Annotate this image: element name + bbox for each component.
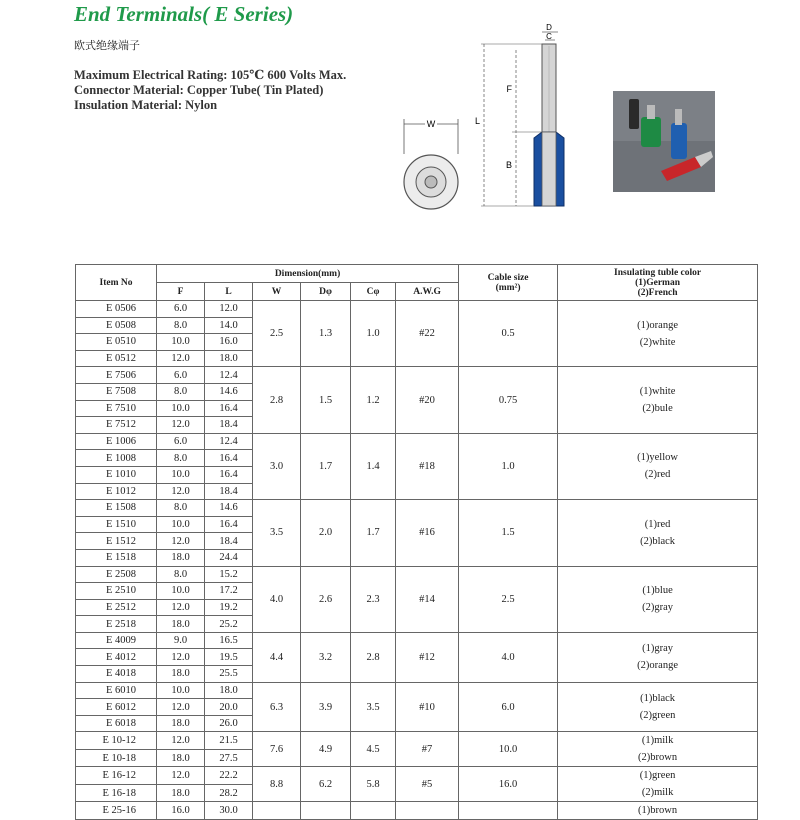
table-row: E 6012 12.0 20.0 xyxy=(76,699,758,716)
label-w: W xyxy=(426,119,436,129)
table-row: E 4009 9.0 16.5 4.4 3.2 2.8 #12 4.0 (1)gray (2)orange xyxy=(76,632,758,649)
table-row: E 2512 12.0 19.2 xyxy=(76,599,758,616)
page-title: End Terminals( E Series) xyxy=(74,2,294,26)
table-row: E 1512 12.0 18.4 xyxy=(76,533,758,550)
table-row: E 6018 18.0 26.0 xyxy=(76,715,758,732)
table-row: E 2508 8.0 15.2 4.0 2.6 2.3 #14 2.5 (1)blue (2)gray xyxy=(76,566,758,583)
label-c: C xyxy=(546,32,552,41)
table-row: E 7506 6.0 12.4 2.8 1.5 1.2 #20 0.75 (1)white (2)bule xyxy=(76,367,758,384)
label-d: D xyxy=(546,23,552,32)
table-row: E 0512 12.0 18.0 xyxy=(76,350,758,367)
spec-connector: Connector Material: Copper Tube( Tin Plated) xyxy=(74,83,324,97)
table-row: E 7510 10.0 16.4 xyxy=(76,400,758,417)
header-w: W xyxy=(253,283,301,301)
side-view xyxy=(475,23,564,206)
table-row: E 1012 12.0 18.4 xyxy=(76,483,758,500)
header-d: Dφ xyxy=(301,283,351,301)
header-c: Cφ xyxy=(351,283,396,301)
end-view xyxy=(404,118,458,209)
table-row: E 16-12 12.0 22.2 8.8 6.2 5.8 #5 16.0 (1)green (2)milk xyxy=(76,767,758,785)
label-f: F xyxy=(506,84,512,94)
table-row: E 0506 6.0 12.0 2.5 1.3 1.0 #22 0.5 (1)orange (2)white xyxy=(76,301,758,318)
table-row: E 1508 8.0 14.6 3.5 2.0 1.7 #16 1.5 (1)red (2)black xyxy=(76,500,758,517)
table-row: E 1008 8.0 16.4 xyxy=(76,450,758,467)
header-l: L xyxy=(205,283,253,301)
table-row: E 6010 10.0 18.0 6.3 3.9 3.5 #10 6.0 (1)black (2)green xyxy=(76,682,758,699)
table-row: E 10-18 18.0 27.5 xyxy=(76,749,758,767)
spec-insulation: Insulation Material: Nylon xyxy=(74,98,218,112)
table-row: E 1510 10.0 16.4 xyxy=(76,516,758,533)
chinese-subtitle: 欧式绝缘端子 xyxy=(74,39,140,52)
table-row: E 2518 18.0 25.2 xyxy=(76,616,758,633)
table-row: E 0510 10.0 16.0 xyxy=(76,334,758,351)
header-f: F xyxy=(157,283,205,301)
terminal-drawing xyxy=(398,20,598,220)
product-photo xyxy=(613,91,715,192)
spec-rating: Maximum Electrical Rating: 105℃ 600 Volts Max. xyxy=(74,68,347,82)
label-b: B xyxy=(505,160,512,170)
header-cable-size: Cable size (mm²) xyxy=(459,265,558,301)
table-row: E 25-16 16.0 30.0 (1)brown xyxy=(76,802,758,820)
blue-terminal xyxy=(671,123,687,159)
table-row: E 7512 12.0 18.4 xyxy=(76,417,758,434)
table-row: E 4018 18.0 25.5 xyxy=(76,666,758,683)
header-dimension: Dimension(mm) xyxy=(157,265,459,283)
table-row: E 7508 8.0 14.6 xyxy=(76,383,758,400)
table-row: E 1518 18.0 24.4 xyxy=(76,549,758,566)
header-item-no: Item No xyxy=(76,265,157,301)
black-terminal xyxy=(629,99,639,129)
table-row: E 4012 12.0 19.5 xyxy=(76,649,758,666)
green-terminal xyxy=(641,117,661,147)
label-l: L xyxy=(474,116,480,126)
spec-table xyxy=(75,264,758,820)
table-row: E 10-12 12.0 21.5 7.6 4.9 4.5 #7 10.0 (1)milk (2)brown xyxy=(76,732,758,750)
table-row: E 1010 10.0 16.4 xyxy=(76,466,758,483)
table-row: E 2510 10.0 17.2 xyxy=(76,583,758,600)
header-color: Insulating tuble color (1)German (2)French xyxy=(558,265,758,301)
header-awg: A.W.G xyxy=(396,283,459,301)
table-row: E 1006 6.0 12.4 3.0 1.7 1.4 #18 1.0 (1)yellow (2)red xyxy=(76,433,758,450)
table-row: E 16-18 18.0 28.2 xyxy=(76,784,758,802)
table-row: E 0508 8.0 14.0 xyxy=(76,317,758,334)
